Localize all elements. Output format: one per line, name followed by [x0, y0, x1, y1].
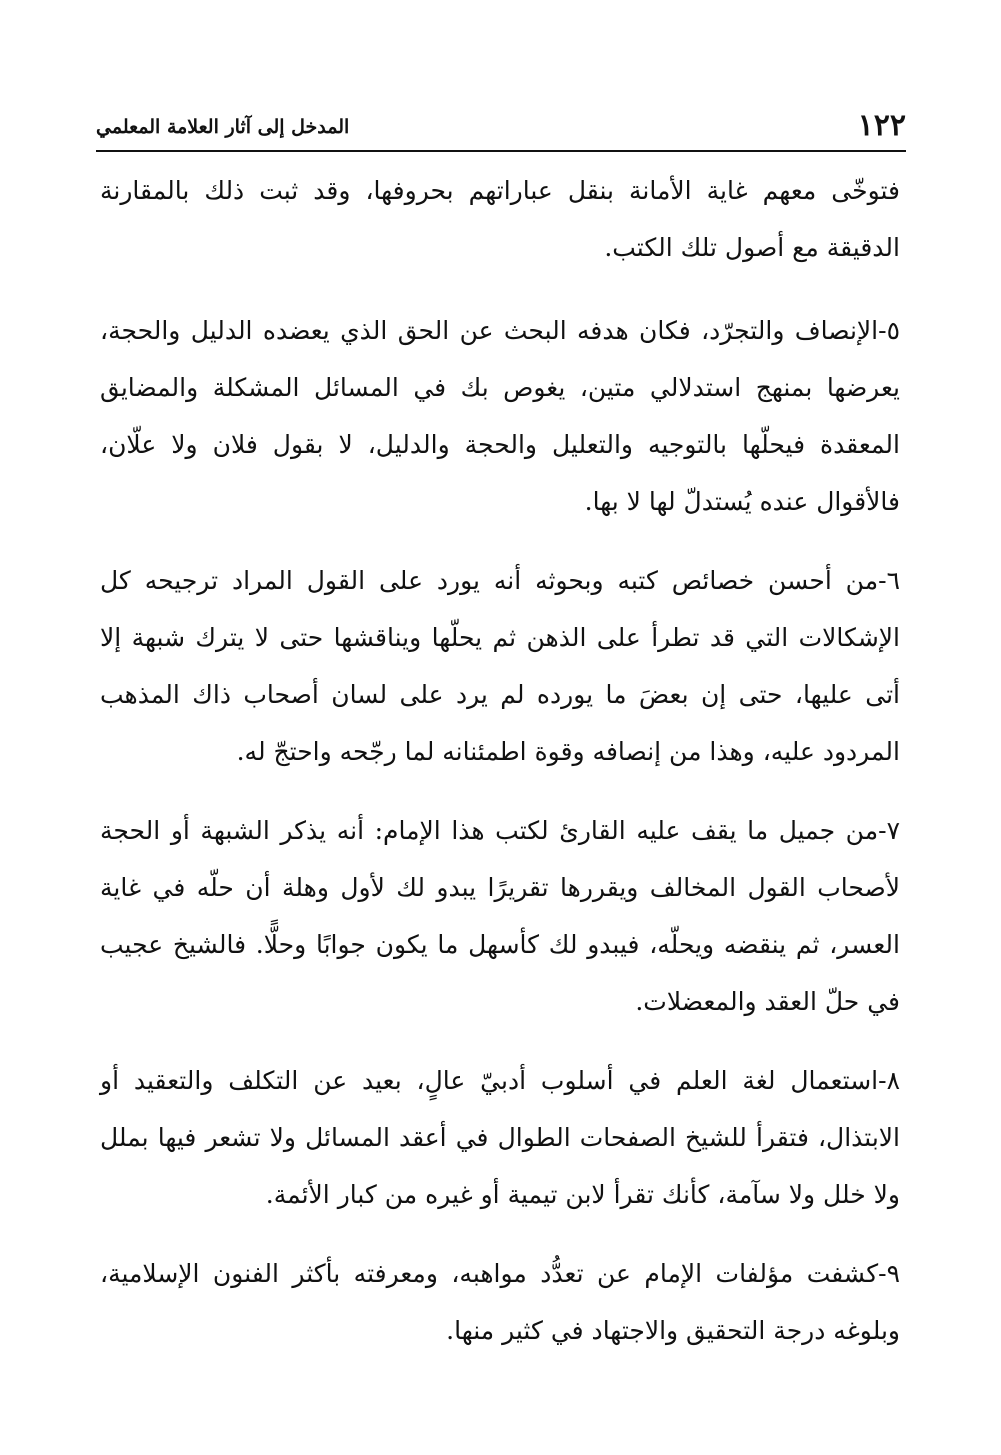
- page-body: [100, 162, 900, 1381]
- paragraph-point-6: ٦-من أحسن خصائص كتبه وبحوثه أنه يورد على القول المراد ترجيحه كل الإشكالات التي قد تطرأ على الذهن ثم يحلّها ويناقشها حتى لا يترك شبهة إلا أتى عليها، حتى إن بعضَ ما يورده لم يرد على لسان أصحاب ذاك المذهب المردود عليه، وهذا من إنصافه وقوة اطمئنانه لما رجّحه واحتجّ له.: [100, 566, 900, 766]
- paragraph-point-9: ٩-كشفت مؤلفات الإمام عن تعدُّد مواهبه، ومعرفته بأكثر الفنون الإسلامية، وبلوغه درجة التحقيق والاجتهاد في كثير منها.: [100, 1259, 900, 1345]
- book-title: المدخل إلى آثار العلامة المعلمي: [96, 116, 350, 138]
- page-number: ١٢٢: [857, 108, 906, 143]
- running-header: [96, 106, 906, 154]
- paragraph-point-5: ٥-الإنصاف والتجرّد، فكان هدفه البحث عن الحق الذي يعضده الدليل والحجة، يعرضها بمنهج استدلالي متين، يغوص بك في المسائل المشكلة والمضايق المعقدة فيحلّها بالتوجيه والتعليل والحجة والدليل، لا بقول فلان ولا علّان، فالأقوال عنده يُستدلّ لها لا بها.: [100, 316, 900, 516]
- header-divider: [96, 150, 906, 152]
- paragraph-point-8: ٨-استعمال لغة العلم في أسلوب أدبيّ عالٍ، بعيد عن التكلف والتعقيد أو الابتذال، فتقرأ للشيخ الصفحات الطوال في أعقد المسائل ولا تشعر فيها بملل ولا خلل ولا سآمة، كأنك تقرأ لابن تيمية أو غيره من كبار الأئمة.: [100, 1066, 900, 1209]
- paragraph-continuation: فتوخّى معهم غاية الأمانة بنقل عباراتهم بحروفها، وقد ثبت ذلك بالمقارنة الدقيقة مع أصول تلك الكتب.: [100, 176, 900, 262]
- paragraph-point-7: ٧-من جميل ما يقف عليه القارئ لكتب هذا الإمام: أنه يذكر الشبهة أو الحجة لأصحاب القول المخالف ويقررها تقريرًا يبدو لك لأول وهلة أن حلّه في غاية العسر، ثم ينقضه ويحلّه، فيبدو لك كأسهل ما يكون جوابًا وحلًّا. فالشيخ عجيب في حلّ العقد والمعضلات.: [100, 816, 900, 1016]
